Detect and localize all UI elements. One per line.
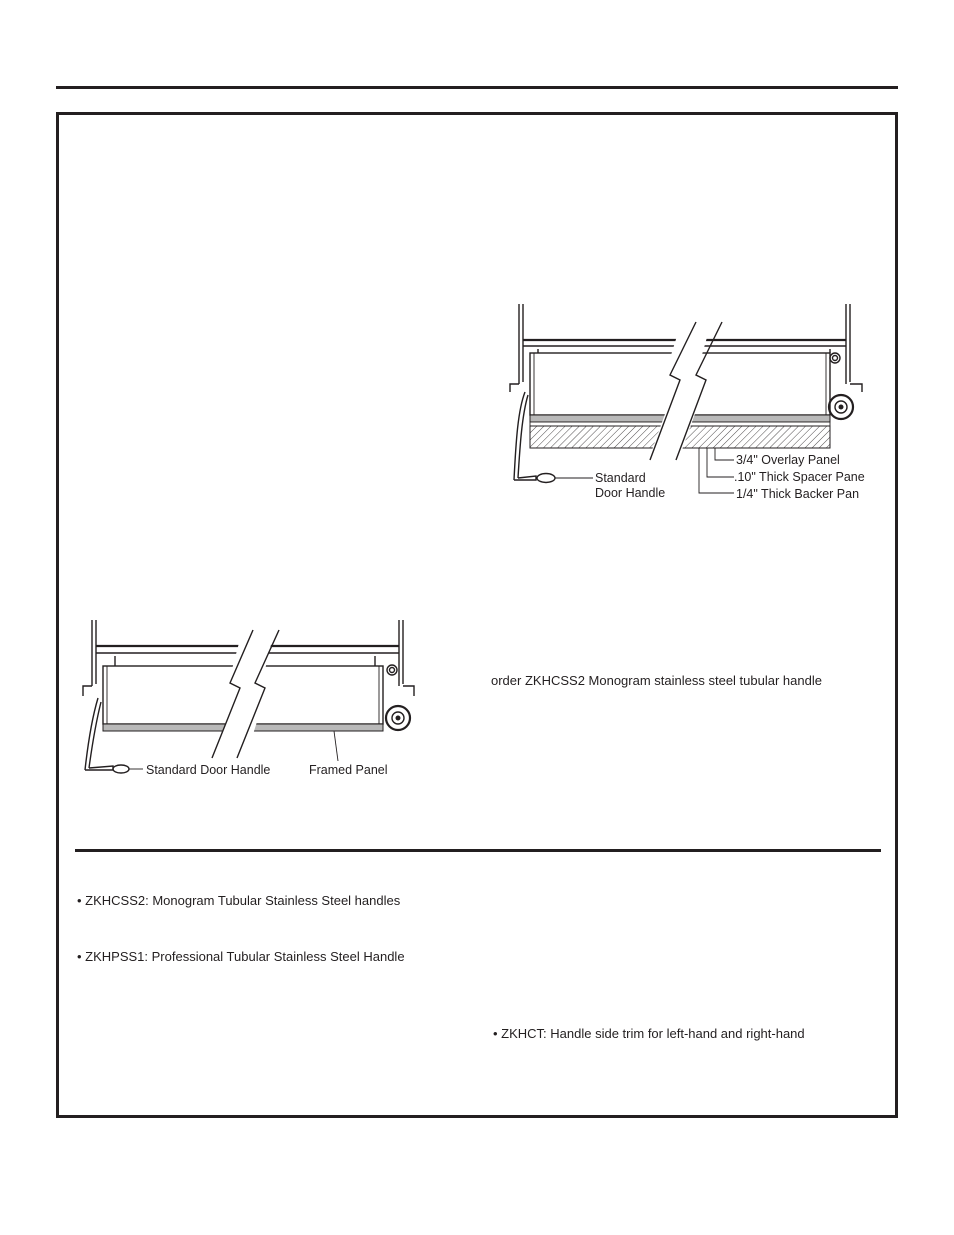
overlay-handle-label-2: Door Handle bbox=[595, 486, 666, 500]
break-line bbox=[212, 628, 279, 758]
top-rule bbox=[56, 86, 898, 89]
order-note: order ZKHCSS2 Monogram stainless steel tubular handle bbox=[491, 673, 822, 688]
accessory-item: • ZKHPSS1: Professional Tubular Stainless Steel Handle bbox=[77, 949, 405, 964]
spacer-layer-label: .10" Thick Spacer Pane bbox=[734, 470, 865, 484]
overlay-handle-label-1: Standard bbox=[595, 471, 646, 485]
hinge-roller bbox=[829, 395, 853, 419]
hinge-roller bbox=[386, 706, 410, 730]
framed-panel-diagram bbox=[75, 618, 415, 783]
hinge-bolt bbox=[830, 353, 840, 363]
hinge-bolt bbox=[387, 665, 397, 675]
framed-panel-label: Framed Panel bbox=[309, 763, 388, 777]
overlay-layer-label: 3/4" Overlay Panel bbox=[736, 453, 840, 467]
accessory-item: • ZKHCSS2: Monogram Tubular Stainless Steel handles bbox=[77, 893, 401, 908]
section-divider bbox=[75, 849, 881, 852]
backer-layer-label: 1/4" Thick Backer Pan bbox=[736, 487, 860, 501]
accessory-item: • ZKHCT: Handle side trim for left-hand and right-hand bbox=[493, 1026, 805, 1041]
content-frame bbox=[56, 112, 898, 1118]
framed-handle-label: Standard Door Handle bbox=[146, 763, 271, 777]
